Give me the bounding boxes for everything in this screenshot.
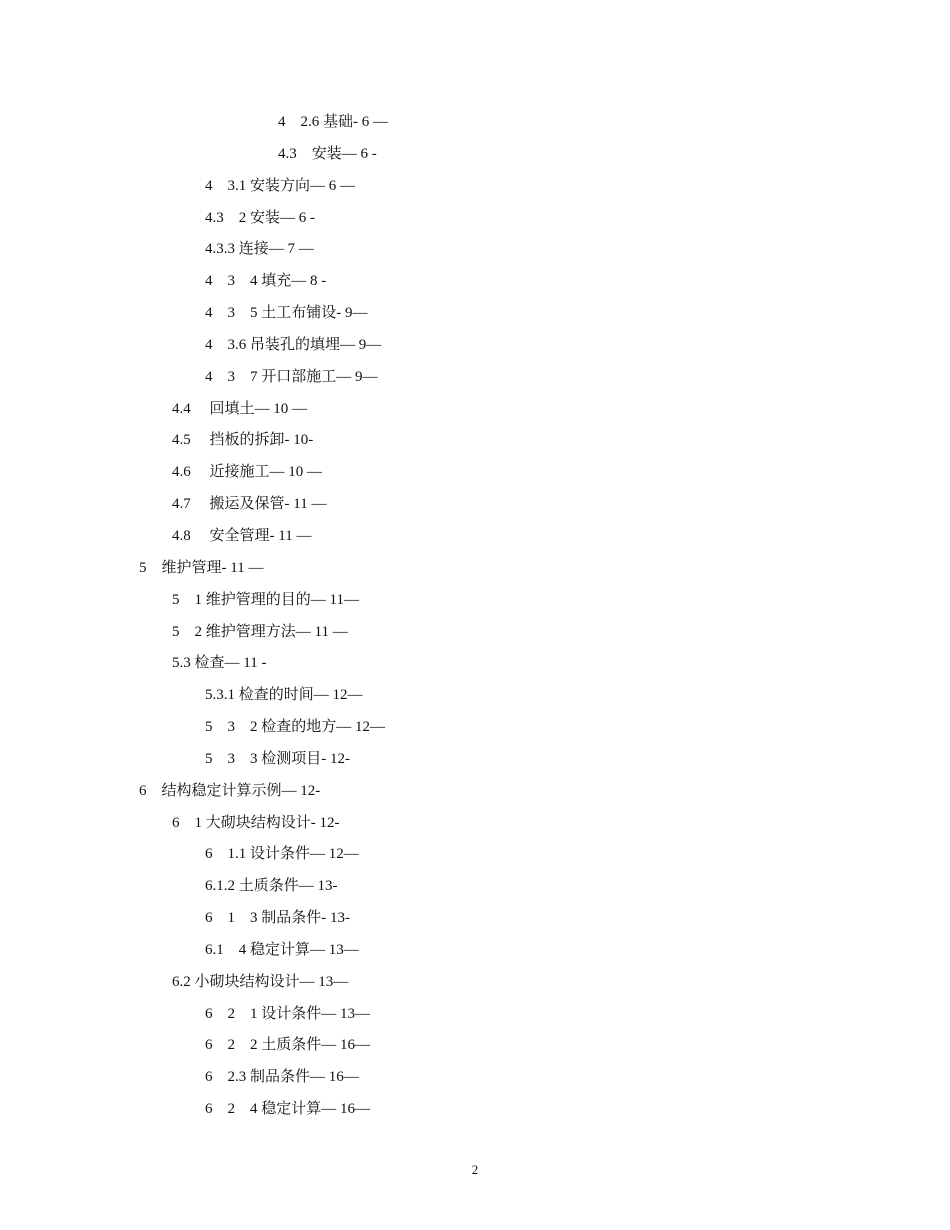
toc-entry[interactable]	[0, 1002, 950, 1034]
toc-entry-text: 5 3 2 检查的地方— 12—	[205, 719, 386, 736]
toc-entry[interactable]	[0, 874, 950, 906]
page-number: 2	[471, 1162, 479, 1177]
toc-entry[interactable]	[0, 174, 950, 206]
toc-entry[interactable]	[0, 142, 950, 174]
toc-entry-text: 4 3.6 吊装孔的填埋— 9—	[205, 336, 382, 353]
toc-entry-text: 6 1 3 制品条件- 13-	[205, 910, 350, 927]
toc-entry-text: 4.3 安装— 6 -	[278, 145, 377, 162]
toc-entry-text: 6 1.1 设计条件— 12—	[205, 846, 359, 863]
toc-entry[interactable]	[0, 938, 950, 970]
toc-entry-text: 4.7 搬运及保管- 11 —	[172, 496, 327, 513]
toc-entry-text: 5.3.1 检查的时间— 12—	[205, 687, 363, 704]
toc-entry-text: 5.3 检查— 11 -	[172, 655, 267, 672]
toc-entry-text: 6.2 小砌块结构设计— 13—	[172, 973, 349, 990]
toc-entry-text: 5 3 3 检测项目- 12-	[205, 750, 350, 767]
toc-entry[interactable]	[0, 365, 950, 397]
toc-entry[interactable]	[0, 110, 950, 142]
toc-entry-text: 4 2.6 基础- 6 —	[278, 114, 388, 130]
toc-entry[interactable]	[0, 715, 950, 747]
toc-entry[interactable]	[0, 970, 950, 1002]
toc-entry-text: 4.8 安全管理- 11 —	[172, 527, 312, 544]
toc-entry[interactable]	[0, 333, 950, 365]
toc-entry[interactable]	[0, 811, 950, 843]
toc-entry[interactable]	[0, 683, 950, 715]
toc-entry[interactable]	[0, 524, 950, 556]
toc-entry[interactable]	[0, 779, 950, 811]
toc-entry[interactable]	[0, 556, 950, 588]
toc-entry[interactable]	[0, 906, 950, 938]
toc-entry[interactable]	[0, 206, 950, 238]
toc-entry-text: 4 3.1 安装方向— 6 —	[205, 177, 356, 194]
table-of-contents	[0, 110, 950, 1129]
toc-entry-text: 5 1 维护管理的目的— 11—	[172, 591, 359, 608]
toc-entry-text: 6.1 4 稳定计算— 13—	[205, 941, 359, 958]
toc-entry[interactable]	[0, 588, 950, 620]
toc-entry[interactable]	[0, 269, 950, 301]
toc-entry-text: 4.3 2 安装— 6 -	[205, 209, 315, 226]
toc-entry-text: 4 3 7 开口部施工— 9—	[205, 368, 378, 385]
toc-entry-text: 5 2 维护管理方法— 11 —	[172, 623, 348, 640]
toc-entry-text: 6 2 1 设计条件— 13—	[205, 1005, 371, 1022]
toc-entry[interactable]	[0, 397, 950, 429]
toc-entry-text: 4 3 5 土工布铺设- 9—	[205, 305, 368, 322]
toc-entry[interactable]	[0, 651, 950, 683]
toc-entry[interactable]	[0, 492, 950, 524]
toc-entry[interactable]	[0, 428, 950, 460]
toc-entry-text: 4.4 回填土— 10 —	[172, 400, 308, 417]
toc-entry-text: 6 2 4 稳定计算— 16—	[205, 1101, 371, 1118]
toc-entry-text: 5 维护管理- 11 —	[139, 559, 264, 576]
toc-entry-text: 4.5 挡板的拆卸- 10-	[172, 432, 314, 449]
toc-entry-text: 6 2.3 制品条件— 16—	[205, 1069, 359, 1086]
toc-entry[interactable]	[0, 1033, 950, 1065]
toc-entry[interactable]	[0, 842, 950, 874]
toc-entry[interactable]	[0, 1065, 950, 1097]
toc-entry-text: 4.6 近接施工— 10 —	[172, 464, 323, 481]
toc-entry[interactable]	[0, 747, 950, 779]
toc-entry-text: 6 2 2 土质条件— 16—	[205, 1037, 371, 1054]
toc-entry-text: 6.1.2 土质条件— 13-	[205, 878, 338, 895]
toc-entry-text: 6 1 大砌块结构设计- 12-	[172, 814, 340, 831]
toc-entry[interactable]	[0, 237, 950, 269]
toc-entry[interactable]	[0, 460, 950, 492]
toc-entry-text: 4 3 4 填充— 8 -	[205, 273, 327, 290]
toc-entry[interactable]	[0, 620, 950, 652]
toc-entry[interactable]	[0, 1097, 950, 1129]
toc-entry-text: 4.3.3 连接— 7 —	[205, 241, 314, 258]
toc-entry[interactable]	[0, 301, 950, 333]
toc-entry-text: 6 结构稳定计算示例— 12-	[139, 782, 321, 799]
